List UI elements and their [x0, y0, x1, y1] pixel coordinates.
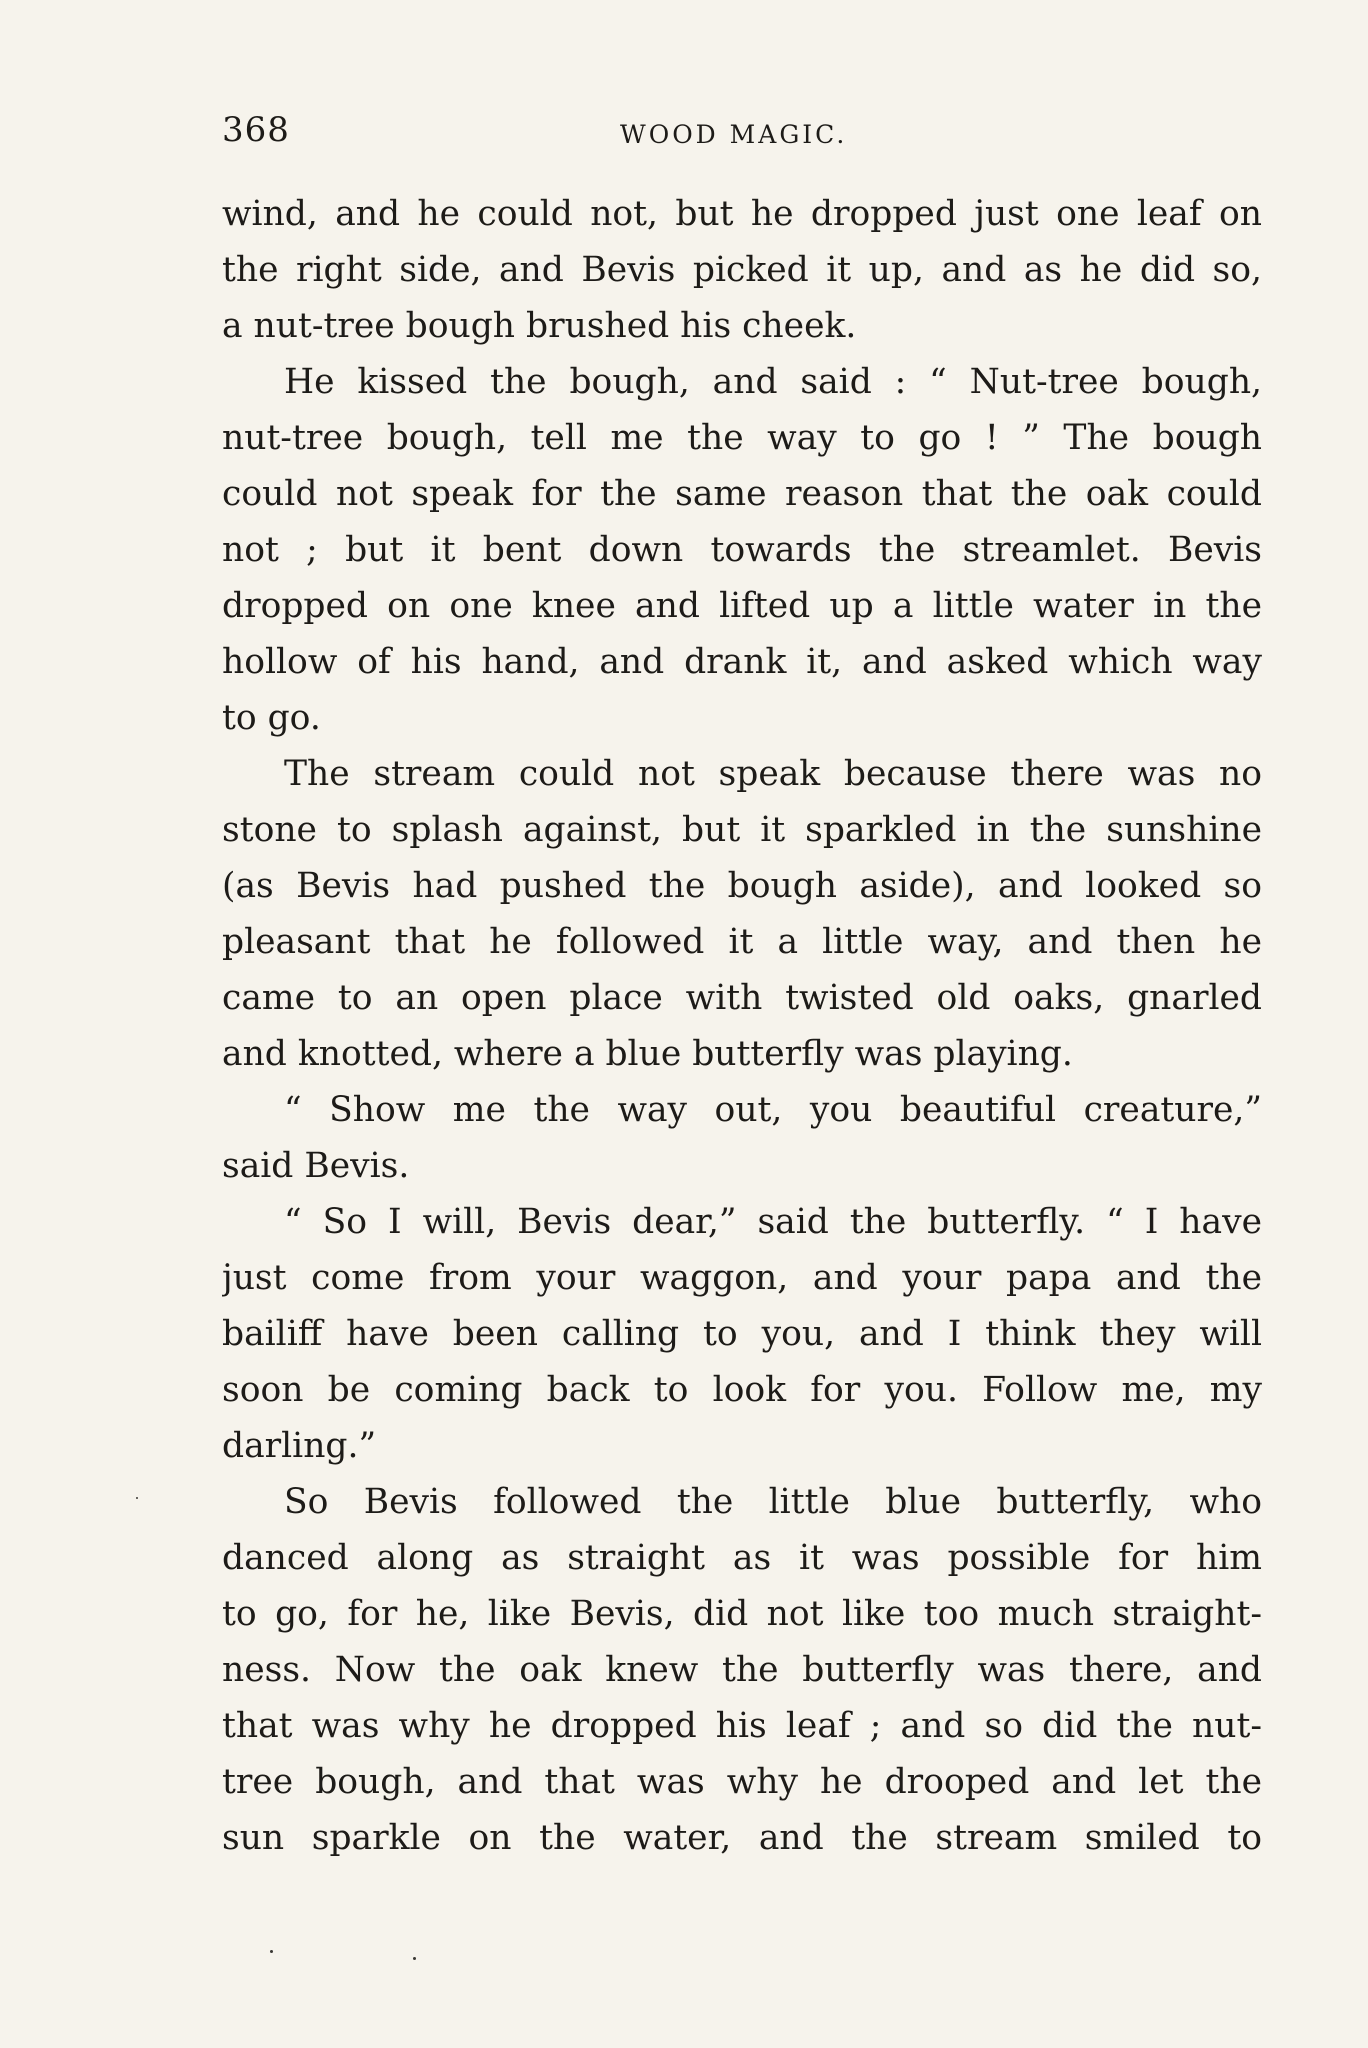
text-line: dropped on one knee and lifted up a little water in the	[222, 586, 1262, 626]
text-line: to go.	[222, 698, 321, 738]
text-line: bailiff have been calling to you, and I think they will	[222, 1314, 1262, 1354]
text-line: hollow of his hand, and drank it, and asked which way	[222, 642, 1262, 682]
text-line: pleasant that he followed it a little way, and then he	[222, 922, 1262, 962]
text-line: and knotted, where a blue butterfly was playing.	[222, 1034, 1073, 1074]
text-line: said Bevis.	[222, 1146, 410, 1186]
text-line: to go, for he, like Bevis, did not like too much straight-	[222, 1594, 1262, 1634]
text-line: nut-tree bough, tell me the way to go ! ” The bough	[222, 418, 1262, 458]
text-line: ness. Now the oak knew the butterfly was there, and	[222, 1650, 1262, 1690]
text-line: could not speak for the same reason that the oak could	[222, 474, 1262, 514]
ink-speck	[270, 1950, 273, 1953]
page-number: 368	[222, 110, 290, 150]
text-line: came to an open place with twisted old oaks, gnarled	[222, 978, 1262, 1018]
text-line: The stream could not speak because there was no	[284, 754, 1262, 794]
text-line: that was why he dropped his leaf ; and so did the nut-	[222, 1706, 1262, 1746]
ink-speck	[413, 1957, 416, 1960]
running-title: WOOD MAGIC.	[620, 120, 848, 149]
text-line: stone to splash against, but it sparkled in the sunshine	[222, 810, 1262, 850]
page-header	[222, 110, 1262, 160]
text-line: just come from your waggon, and your papa and the	[222, 1258, 1262, 1298]
body-text	[222, 186, 1262, 1866]
text-line: “ So I will, Bevis dear,” said the butterfly. “ I have	[284, 1202, 1262, 1242]
text-line: not ; but it bent down towards the streamlet. Bevis	[222, 530, 1262, 570]
text-line: So Bevis followed the little blue butterfly, who	[284, 1482, 1262, 1522]
text-line: tree bough, and that was why he drooped and let the	[222, 1762, 1262, 1802]
text-line: a nut-tree bough brushed his cheek.	[222, 306, 857, 346]
text-line: sun sparkle on the water, and the stream smiled to	[222, 1818, 1262, 1858]
text-line: (as Bevis had pushed the bough aside), and looked so	[222, 866, 1262, 906]
text-line: “ Show me the way out, you beautiful creature,”	[284, 1090, 1262, 1130]
text-line: wind, and he could not, but he dropped just one leaf on	[222, 194, 1262, 234]
text-line: soon be coming back to look for you. Follow me, my	[222, 1370, 1262, 1410]
text-line: danced along as straight as it was possible for him	[222, 1538, 1262, 1578]
text-line: He kissed the bough, and said : “ Nut-tree bough,	[284, 362, 1262, 402]
text-line: darling.”	[222, 1426, 377, 1466]
text-line: the right side, and Bevis picked it up, and as he did so,	[222, 250, 1262, 290]
ink-speck	[136, 1497, 138, 1499]
